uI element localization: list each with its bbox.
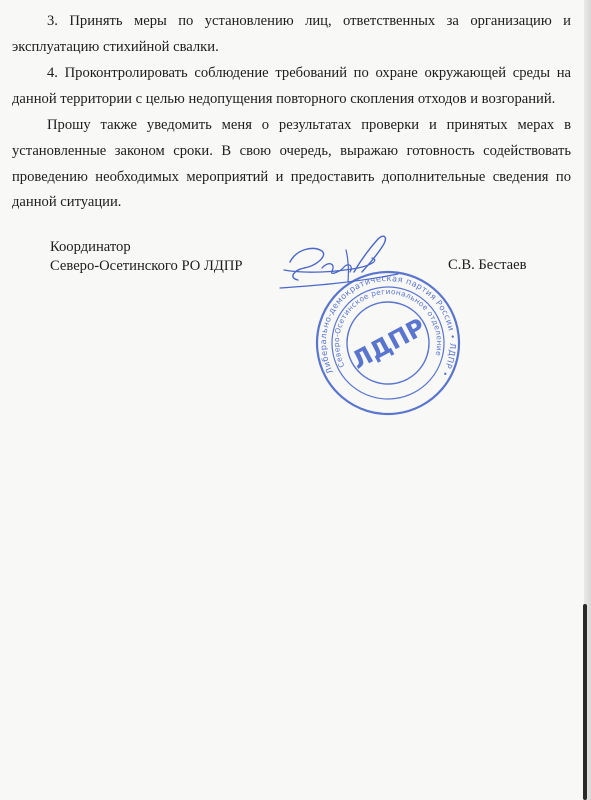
stamp-inner-text: Северо-Осетинское региональное отделение xyxy=(331,286,445,370)
stamp-center-text: ЛДПР xyxy=(347,312,430,375)
signatory-role-title: Координатор xyxy=(50,239,131,255)
stamp-outer-text: Либерально-демократическая партия России • ЛДПР • xyxy=(317,272,459,379)
paragraph-request: Прошу также уведомить меня о результатах проверки и принятых мерах в установленные законом сроки. В свою очередь, выражаю готовность содействовать проведению необходимых мероприятий и предоставить дополнительные сведения по данной ситуации. xyxy=(12,117,571,211)
letter-body xyxy=(12,9,571,216)
official-seal-stamp xyxy=(313,268,463,418)
scrollbar-thumb[interactable] xyxy=(583,604,587,800)
signatory-name: С.В. Бестаев xyxy=(448,257,527,273)
signatory-organization: Северо-Осетинского РО ЛДПР xyxy=(50,258,243,274)
signatory-role xyxy=(50,238,242,276)
paragraph-item-4: 4. Проконтролировать соблюдение требований по охране окружающей среды на данной территории с целью недопущения повторного скопления отходов и возгораний. xyxy=(12,65,571,107)
paragraph-item-3: 3. Принять меры по установлению лиц, ответственных за организацию и эксплуатацию стихийной свалки. xyxy=(12,13,571,55)
